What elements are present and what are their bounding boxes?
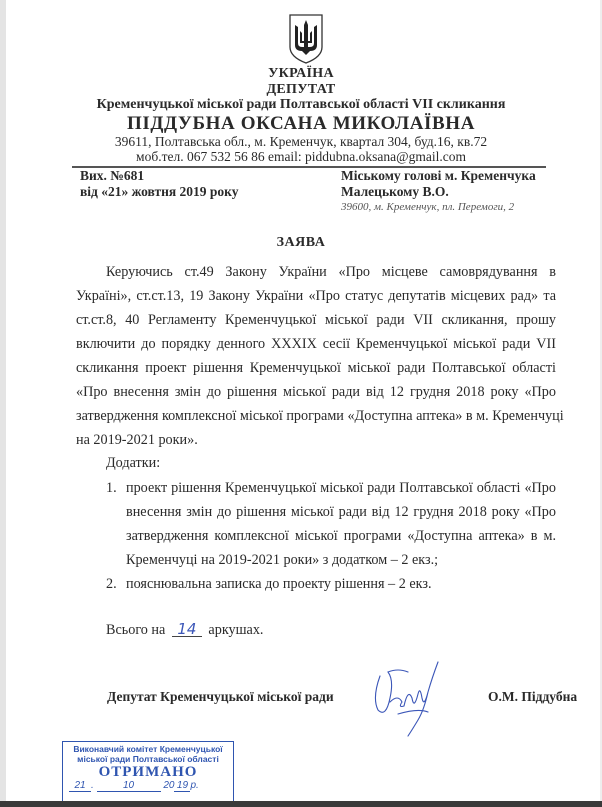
attachment-line: Кременчуці на 2019-2021 роки» з додатком – 2 екз.;	[126, 552, 439, 568]
recipient-name: Малецькому В.О.	[341, 184, 449, 199]
body-line: на 2019-2021 роки».	[76, 432, 198, 448]
attachment-line: внесення змін до рішення міської ради від 12 грудня 2018 року «Про	[126, 504, 556, 520]
trident-coat-of-arms-icon	[288, 13, 324, 65]
document-title: ЗАЯВА	[276, 235, 326, 250]
stamp-day: 21	[69, 780, 91, 792]
recipient-address: 39600, м. Кременчук, пл. Перемоги, 2	[341, 201, 515, 213]
signature-label: Депутат Кременчуцької міської ради	[107, 689, 334, 704]
received-stamp	[62, 741, 234, 803]
total-pages-handwritten: 14	[172, 622, 202, 637]
outgoing-number: Вих. №681	[80, 168, 145, 183]
stamp-status: ОТРИМАНО	[98, 764, 198, 780]
deputy-name: ПІДДУБНА ОКСАНА МИКОЛАЇВНА	[126, 113, 476, 134]
signer-name: О.М. Піддубна	[488, 689, 578, 704]
body-line: ст.ст.8, 40 Регламенту Кременчуцької міської ради VII скликання, прошу	[76, 312, 556, 328]
stamp-year: 19	[174, 780, 190, 792]
body-line: Керуючись ст.49 Закону України «Про місцеве самоврядування в	[106, 264, 556, 280]
stamp-date: 21 . 10 20 19 р.	[63, 780, 233, 792]
total-prefix: Всього на	[106, 622, 166, 638]
body-line: включити до порядку денного XXXIX сесії Кременчуцької міської ради VII	[76, 336, 556, 352]
attachments-title: Додатки:	[106, 455, 161, 471]
stamp-month: 10	[97, 780, 161, 792]
role-heading: ДЕПУТАТ	[266, 82, 336, 97]
attachment-number: 1.	[106, 480, 117, 496]
total-suffix: аркушах.	[208, 622, 264, 638]
stamp-year-suffix: р.	[190, 780, 199, 791]
body-line: «Про внесення змін до рішення міської ради від 12 грудня 2018 року «Про	[76, 384, 556, 400]
attachment-number: 2.	[106, 576, 117, 592]
attachment-line: пояснювальна записка до проекту рішення – 2 екз.	[126, 576, 432, 592]
attachment-line: проект рішення Кременчуцької міської ради Полтавської області «Про	[126, 480, 556, 496]
recipient-title: Міському голові м. Кременчука	[341, 168, 536, 183]
council-heading: Кременчуцької міської ради Полтавської області VII скликання	[96, 97, 506, 112]
outgoing-date: від «21» жовтня 2019 року	[80, 184, 239, 199]
stamp-org-line1: Виконавчий комітет Кременчуцької	[73, 744, 223, 754]
body-line: скликання проект рішення Кременчуцької міської ради Полтавської області	[76, 360, 556, 376]
stamp-year-prefix: 20	[163, 780, 175, 791]
deputy-address: 39611, Полтавська обл., м. Кременчук, квартал 304, буд.16, кв.72	[114, 134, 488, 149]
total-pages-line	[106, 622, 263, 639]
country-heading: УКРАЇНА	[268, 66, 334, 81]
handwritten-signature	[368, 658, 446, 738]
body-line: затвердження комплексної міської програми «Доступна аптека» в м. Кременчуці	[76, 408, 564, 424]
attachment-line: затвердження комплексної міської програми «Доступна аптека» в м.	[126, 528, 556, 544]
deputy-contact: моб.тел. 067 532 56 86 email: piddubna.oksana@gmail.com	[136, 149, 466, 164]
stamp-org-line2: міської ради Полтавської області	[77, 754, 219, 764]
body-line: Україні», ст.ст.13, 19 Закону України «Про статус депутатів місцевих рад» та	[76, 288, 556, 304]
scan-bottom-edge	[0, 801, 602, 807]
